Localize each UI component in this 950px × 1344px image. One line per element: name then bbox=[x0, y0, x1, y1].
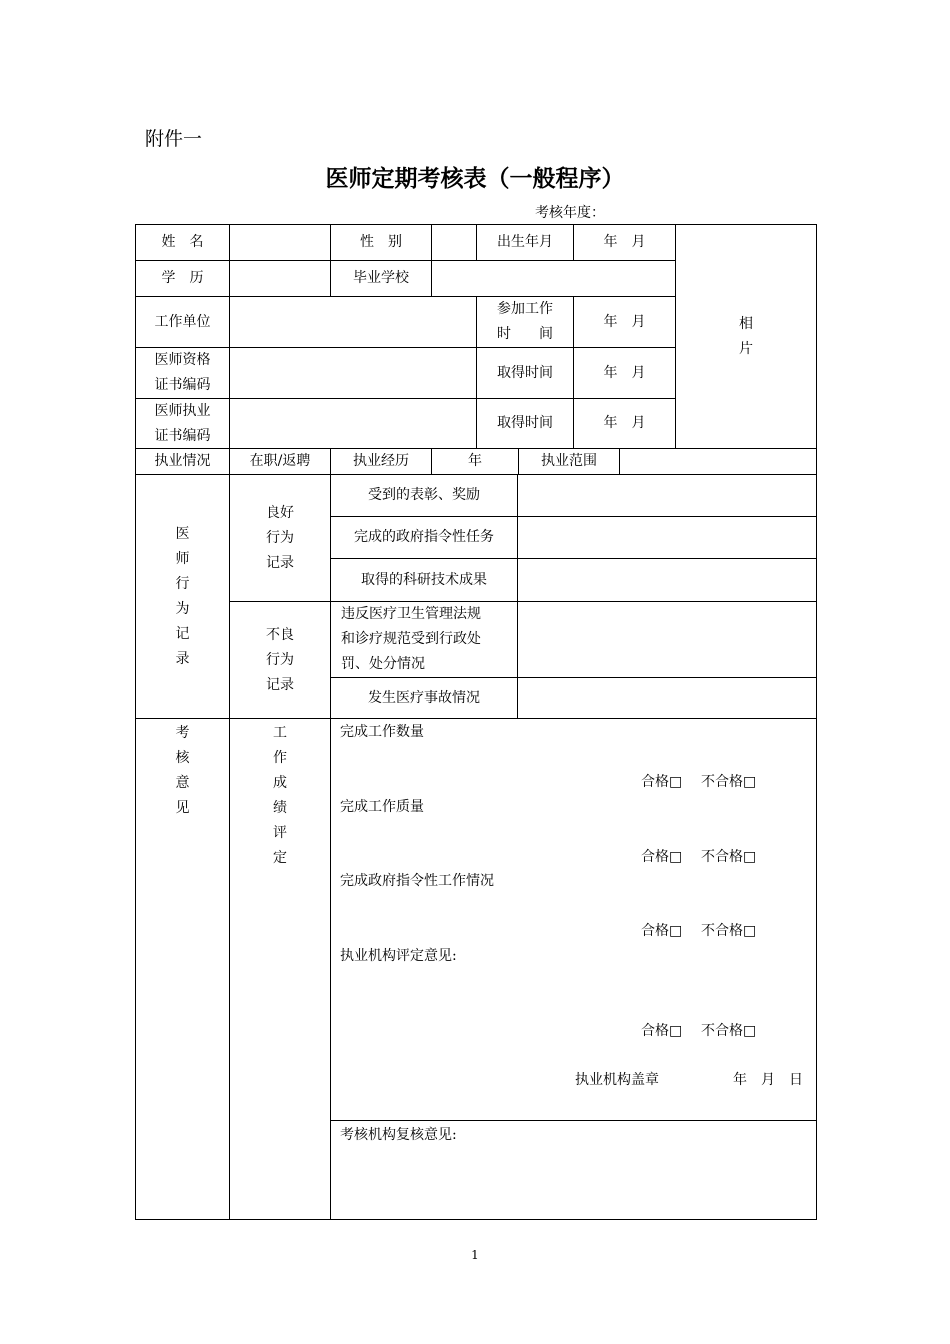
bad-label-line-2: 行为 bbox=[266, 651, 294, 668]
qual-obtain-field[interactable]: 年 月 bbox=[573, 347, 676, 399]
employment-field[interactable]: 在职/返聘 bbox=[229, 448, 331, 475]
assessment-year-label: 考核年度： bbox=[535, 205, 605, 221]
join-work-field[interactable]: 年 月 bbox=[573, 296, 676, 348]
behavior-title-char-4: 为 bbox=[175, 600, 190, 617]
birth-field[interactable]: 年 月 bbox=[573, 224, 676, 261]
performance-title-char-5: 评 bbox=[273, 825, 287, 841]
behavior-title-char-2: 师 bbox=[175, 550, 190, 567]
bad-item-violations-line-3: 罚、处分情况 bbox=[341, 656, 425, 672]
gender-label: 性 别 bbox=[330, 224, 432, 261]
practice-scope-field[interactable] bbox=[619, 448, 817, 475]
practice-status-label: 执业情况 bbox=[135, 448, 230, 475]
review-opinion-label: 考核机构复核意见: bbox=[340, 1127, 457, 1143]
work-unit-label: 工作单位 bbox=[135, 296, 230, 348]
bad-item-violations bbox=[330, 601, 518, 678]
join-work-label bbox=[476, 296, 574, 348]
seal-date: 年 月 日 bbox=[733, 1072, 803, 1088]
gender-field[interactable] bbox=[431, 224, 477, 261]
behavior-title-char-5: 记 bbox=[175, 625, 190, 642]
assessment-title-char-4: 见 bbox=[175, 800, 190, 816]
prac-cert-field[interactable] bbox=[229, 398, 477, 449]
behavior-title-char-1: 医 bbox=[175, 525, 190, 542]
qual-obtain-label: 取得时间 bbox=[476, 347, 574, 399]
practice-scope-label: 执业范围 bbox=[518, 448, 620, 475]
qual-cert-label bbox=[135, 347, 230, 399]
bad-item-violations-field[interactable] bbox=[517, 601, 817, 678]
qual-cert-field[interactable] bbox=[229, 347, 477, 399]
item-work-quality: 完成工作质量 bbox=[340, 799, 424, 815]
bad-item-violations-line-1: 违反医疗卫生管理法规 bbox=[341, 606, 481, 622]
prac-cert-line-2: 证书编码 bbox=[154, 427, 211, 444]
prac-obtain-label: 取得时间 bbox=[476, 398, 574, 449]
photo-label-2: 片 bbox=[739, 340, 753, 357]
join-work-line-1: 参加工作 bbox=[497, 301, 553, 317]
birth-label: 出生年月 bbox=[476, 224, 574, 261]
qual-cert-line-1: 医师资格 bbox=[154, 352, 211, 368]
performance-title-char-6: 定 bbox=[273, 850, 287, 866]
behavior-title-char-6: 录 bbox=[175, 650, 190, 667]
photo-box bbox=[675, 224, 817, 449]
page-title: 医师定期考核表（一般程序） bbox=[325, 166, 625, 192]
prac-cert-line-1: 医师执业 bbox=[154, 402, 211, 419]
bad-label-line-3: 记录 bbox=[266, 676, 294, 693]
attachment-label: 附件一 bbox=[145, 128, 203, 150]
bad-behavior-label bbox=[229, 601, 331, 719]
item-gov-directive: 完成政府指令性工作情况 bbox=[340, 873, 494, 889]
good-item-research-field[interactable] bbox=[517, 558, 817, 602]
assessment-title-char-2: 核 bbox=[175, 750, 190, 766]
bad-item-violations-line-2: 和诊疗规范受到行政处 bbox=[341, 631, 481, 647]
school-field[interactable] bbox=[431, 260, 676, 297]
directive-fail-checkbox[interactable]: 不合格□ bbox=[701, 923, 757, 939]
item-work-quantity: 完成工作数量 bbox=[340, 724, 424, 740]
name-label: 姓 名 bbox=[135, 224, 230, 261]
good-label-line-1: 良好 bbox=[266, 504, 294, 521]
assessment-title-char-3: 意 bbox=[175, 775, 190, 791]
institution-pass-checkbox[interactable]: 合格□ bbox=[641, 1023, 683, 1039]
photo-label-1: 相 bbox=[739, 315, 753, 332]
bad-item-accidents-field[interactable] bbox=[517, 677, 817, 719]
behavior-record-title bbox=[135, 474, 230, 719]
directive-pass-checkbox[interactable]: 合格□ bbox=[641, 923, 683, 939]
behavior-title-char-3: 行 bbox=[175, 575, 190, 592]
practice-exp-label: 执业经历 bbox=[330, 448, 432, 475]
bad-item-accidents: 发生医疗事故情况 bbox=[330, 677, 518, 719]
good-label-line-3: 记录 bbox=[266, 554, 294, 571]
item-institution-opinion: 执业机构评定意见: bbox=[340, 948, 457, 964]
quantity-fail-checkbox[interactable]: 不合格□ bbox=[701, 774, 757, 790]
education-label: 学 历 bbox=[135, 260, 230, 297]
performance-title-char-1: 工 bbox=[273, 725, 287, 741]
qual-cert-line-2: 证书编码 bbox=[154, 377, 211, 393]
good-item-awards: 受到的表彰、奖励 bbox=[330, 474, 518, 517]
good-item-awards-field[interactable] bbox=[517, 474, 817, 517]
good-label-line-2: 行为 bbox=[266, 529, 294, 546]
performance-title-char-2: 作 bbox=[273, 750, 287, 766]
assessment-title-char-1: 考 bbox=[175, 725, 190, 741]
quality-fail-checkbox[interactable]: 不合格□ bbox=[701, 849, 757, 865]
join-work-line-2: 时 间 bbox=[497, 326, 553, 342]
education-field[interactable] bbox=[229, 260, 331, 297]
bad-label-line-1: 不良 bbox=[266, 626, 294, 643]
work-unit-field[interactable] bbox=[229, 296, 477, 348]
good-behavior-label bbox=[229, 474, 331, 602]
performance-title-char-4: 绩 bbox=[273, 800, 287, 816]
school-label: 毕业学校 bbox=[330, 260, 432, 297]
institution-fail-checkbox[interactable]: 不合格□ bbox=[701, 1023, 757, 1039]
good-item-gov-tasks: 完成的政府指令性任务 bbox=[330, 516, 518, 559]
quality-pass-checkbox[interactable]: 合格□ bbox=[641, 849, 683, 865]
institution-seal-label: 执业机构盖章 bbox=[575, 1072, 659, 1088]
assessment-opinion-title bbox=[135, 718, 230, 1220]
name-field[interactable] bbox=[229, 224, 331, 261]
performance-title-char-3: 成 bbox=[273, 775, 287, 791]
good-item-gov-tasks-field[interactable] bbox=[517, 516, 817, 559]
prac-obtain-field[interactable]: 年 月 bbox=[573, 398, 676, 449]
practice-exp-field[interactable]: 年 bbox=[431, 448, 519, 475]
good-item-research: 取得的科研技术成果 bbox=[330, 558, 518, 602]
prac-cert-label bbox=[135, 398, 230, 449]
work-performance-label bbox=[229, 718, 331, 1220]
quantity-pass-checkbox[interactable]: 合格□ bbox=[641, 774, 683, 790]
page-number: 1 bbox=[471, 1248, 479, 1262]
